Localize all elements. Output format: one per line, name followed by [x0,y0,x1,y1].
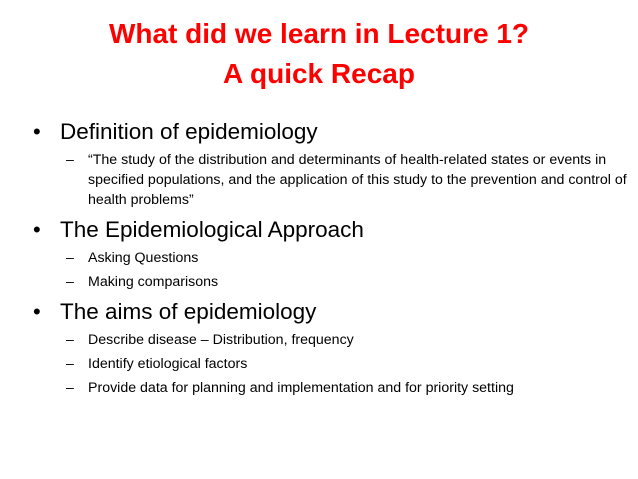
section-approach [33,216,628,292]
sub-bullet-text: “The study of the distribution and determinants of health-related states or events in specified populations, and the application of this study to the prevention and control of health problems” [88,152,627,208]
dash-icon: – [66,380,74,396]
bullet-item [33,298,628,326]
sub-bullet-item [33,150,638,210]
bullet-icon: • [33,217,41,242]
title-line-1: What did we learn in Lecture 1? [108,18,530,49]
dash-icon: – [66,250,74,266]
bullet-icon: • [33,119,41,144]
dash-icon: – [66,332,74,348]
sub-bullet-item [33,272,628,292]
dash-icon: – [66,356,74,372]
title-line-2: A quick Recap [223,58,415,89]
dash-icon: – [66,152,74,168]
sub-bullet-text: Making comparisons [88,274,219,290]
section-definition [33,118,628,210]
bullet-icon: • [33,299,41,324]
sub-bullet-item [33,354,628,374]
section-heading: The Epidemiological Approach [60,217,364,242]
bullet-item [33,118,628,146]
sub-bullet-item [33,378,628,398]
slide-title [0,14,638,94]
dash-icon: – [66,274,74,290]
bullet-item [33,216,628,244]
sub-bullet-item [33,248,628,268]
section-heading: Definition of epidemiology [60,119,318,144]
sub-bullet-item [33,330,628,350]
section-aims [33,298,628,398]
sub-bullet-text: Asking Questions [88,250,199,266]
section-heading: The aims of epidemiology [60,299,317,324]
sub-bullet-text: Identify etiological factors [88,356,248,372]
slide-body [33,118,628,404]
sub-bullet-text: Provide data for planning and implementation and for priority setting [88,380,514,396]
sub-bullet-text: Describe disease – Distribution, frequency [88,332,354,348]
